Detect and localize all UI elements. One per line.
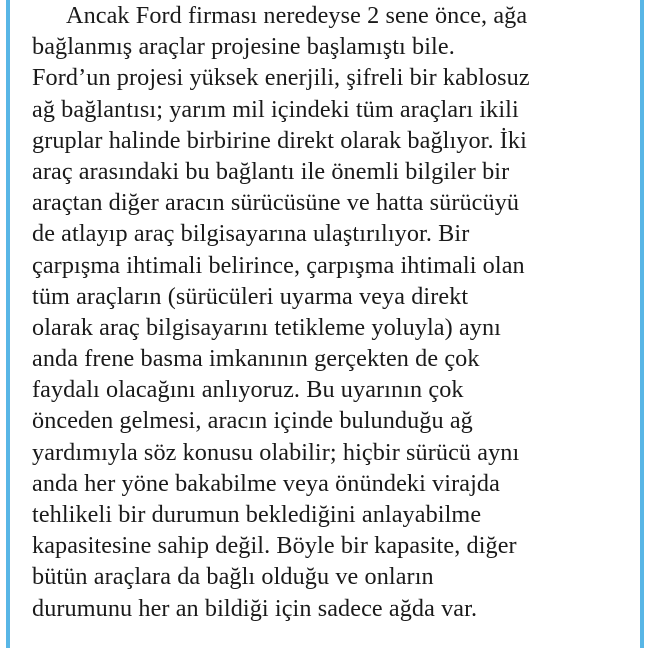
- paragraph-line: araç arasındaki bu bağlantı ile önemli bilgiler bir: [32, 157, 510, 185]
- paragraph-line: çarpışma ihtimali belirince, çarpışma ihtimali olan: [32, 251, 525, 279]
- paragraph-line: ağ bağlantısı; yarım mil içindeki tüm araçları ikili: [32, 95, 519, 123]
- paragraph-line: durumunu her an bildiği için sadece ağda var.: [32, 594, 478, 622]
- paragraph-line: olarak araç bilgisayarını tetikleme yoluyla) aynı: [32, 313, 501, 341]
- paragraph-line: araçtan diğer aracın sürücüsüne ve hatta sürücüyü: [32, 189, 520, 217]
- paragraph-line: gruplar halinde birbirine direkt olarak bağlıyor. İki: [32, 126, 527, 154]
- paragraph-line: faydalı olacağını anlıyoruz. Bu uyarının çok: [32, 376, 464, 404]
- paragraph-line: bağlanmış araçlar projesine başlamıştı bile.: [32, 33, 455, 61]
- paragraph-line: de atlayıp araç bilgisayarına ulaştırılıyor. Bir: [32, 220, 470, 248]
- paragraph-line: yardımıyla söz konusu olabilir; hiçbir sürücü aynı: [32, 438, 520, 466]
- article-paragraph: [32, 0, 622, 624]
- paragraph-line: anda her yöne bakabilme veya önündeki virajda: [32, 469, 500, 497]
- paragraph-line: Ancak Ford firması neredeyse 2 sene önce, ağa: [66, 2, 528, 29]
- left-border-line: [6, 0, 10, 648]
- paragraph-line: önceden gelmesi, aracın içinde bulunduğu ağ: [32, 407, 473, 435]
- paragraph-line: tehlikeli bir durumun beklediğini anlayabilme: [32, 501, 482, 528]
- paragraph-line: anda frene basma imkanının gerçekten de çok: [32, 345, 480, 373]
- right-border-line: [640, 0, 644, 648]
- paragraph-line: tüm araçların (sürücüleri uyarma veya direkt: [32, 282, 469, 310]
- paragraph-line: Ford’un projesi yüksek enerjili, şifreli bir kablosuz: [32, 64, 530, 92]
- paragraph-line: bütün araçlara da bağlı olduğu ve onların: [32, 563, 434, 591]
- paragraph-line: kapasitesine sahip değil. Böyle bir kapasite, diğer: [32, 532, 517, 560]
